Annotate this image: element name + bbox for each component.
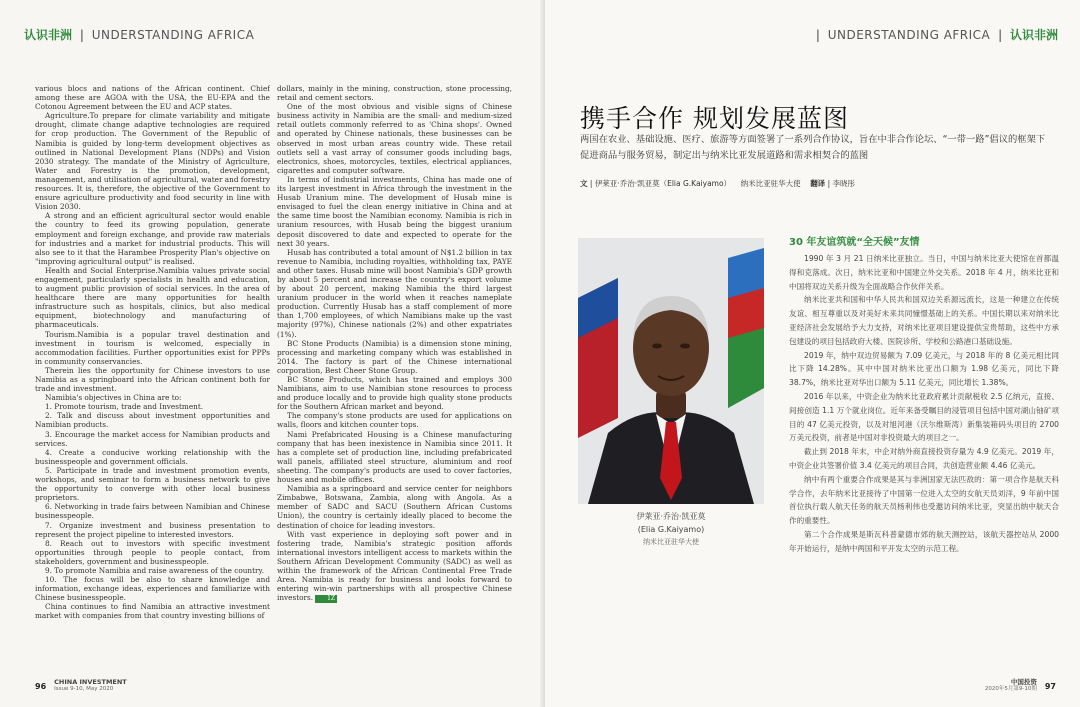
ambassador-portrait xyxy=(578,238,764,504)
col2-paragraph: dollars, mainly in the mining, construction, stone processing, retail and cement sectors. xyxy=(277,84,512,103)
magazine-name-cn: 中国投资 xyxy=(1010,678,1037,686)
byline-translator: 李晓彤 xyxy=(832,179,855,188)
col2-paragraph: With vast experience in deploying soft power and in fostering trade, Namibia's strategic position affords international investors intelligent access to markets within the Southern African Development Community (SADC) as well as within the framework of the African Continental Free Trade Area. Namibia is ready for business and looks forward to entering win-win partnerships with all prospective Chinese investors. 1Z xyxy=(277,529,512,603)
col1-paragraph: Agriculture.To prepare for climate variability and mitigate drought, climate change adaptive technologies are required for crop production. The Government of the Republic of Namibia is guided by long-term development objectives as outlined in National Development Plans (NDPs) and Vision 2030 strategy. The mandate of the Ministry of Agriculture, Water and Forestry is the promotion, development, management, and utilisation of agricultural, water and forestry resources. It is, therefore, the objective of the Government to ensure agriculture productivity and food security in line with Vision 2030. xyxy=(35,111,270,212)
col1-paragraph: Health and Social Enterprise.Namibia values private social engagement, particularly specialists in health and education, to augment public provision of social services. In the area of healthcare there are many opportunities for health infrastructure such as hospitals, clinics, but also medical equipment, biotechnology and manufacturing of pharmaceuticals. xyxy=(35,265,270,330)
col1-paragraph: Therein lies the opportunity for Chinese investors to use Namibia as a springboard into the African continent both for trade and investment. xyxy=(35,365,270,394)
col1-paragraph: 3. Encourage the market access for Namibian products and services. xyxy=(35,429,270,448)
cn-paragraph: 纳米比亚共和国和中华人民共和国双边关系源远流长，这是一种建立在传统友谊、相互尊重以及对美好未来共同憧憬基础上的关系。中国长期以来对纳米比亚经济社会发展给予大力支持，对纳米比亚项目建设提供宝贵帮助，这些中方承包建设的项目包括政府大楼、医院诊所、学校和公路港口基础设施。 xyxy=(789,295,1059,346)
cn-paragraph: 2019 年，纳中双边贸易额为 7.09 亿美元，与 2018 年的 8 亿美元相比同比下降 14.28%。其中中国对纳米比亚出口额为 1.98 亿美元，同比下降 38.7%，纳米比亚对华出口额为 5.11 亿美元，同比增长 1.38%。 xyxy=(789,350,1059,388)
col2-paragraph: Nami Prefabricated Housing is a Chinese manufacturing company that has been inexistence in Namibia since 2011. It has a complete set of production line, including prefabricated wall panels, affiliated steel structure, aluminium and roof sheeting. The company's products are used to cover factories, houses and mobile offices. xyxy=(277,429,512,485)
col1-paragraph: 10. The focus will be also to share knowledge and information, exchange ideas, experiences and familiarize with Chinese businesspeople. xyxy=(35,575,270,603)
col2-paragraph: BC Stone Products (Namibia) is a dimension stone mining, processing and marketing company which was established in 2014. The factory is part of the Chinese international corporation, Best Cheer Stone Group. xyxy=(277,338,512,375)
col2-paragraph: In terms of industrial investments, China has made one of its largest investment in Africa through the investment in the Husab Uranium mine. The development of Husab mine is envisaged to fuel the clean energy initiative in China and at the same time boost the Namibian economy. Namibia is rich in uranium resources, with Husab being the biggest uranium deposit discovered to date and expected to operate for the next 30 years. xyxy=(277,174,512,248)
section-title-cn: 认识非洲 xyxy=(24,28,73,42)
caption-name-cn: 伊莱亚·乔治·凯亚莫 xyxy=(636,512,706,521)
col2-paragraph: Husab has contributed a total amount of N$1.2 billion in tax revenue to Namibia, including royalties, withholding tax, PAYE and other taxes. Husab mine will boost Namibia's GDP growth by about 5 percent and increase the country's export volume by about 20 percent, making Namibia the third largest uranium producer in the world when it reaches nameplate production. Currently Husab has a staff complement of more than 1,700 employees, of which Namibians make up the vast majority (97%), Chinese nationals (2%) and other expatriates (1%). xyxy=(277,247,512,339)
article-lede: 两国在农业、基础设施、医疗、旅游等方面签署了一系列合作协议，旨在中非合作论坛、“一带一路”倡议的框架下促进商品与服务贸易，制定出与纳米比亚发展道路和需求相契合的蓝图 xyxy=(580,134,1046,161)
col1-paragraph: China continues to find Namibia an attractive investment market with companies from that country investing billions of xyxy=(35,602,270,621)
article-byline: 文 | 伊莱亚·乔治·凯亚莫（Elia G.Kaiyamo） 纳米比亚驻华大使 翻译 | 李晓彤 xyxy=(580,179,855,188)
issue-info-cn: 2020年5月第9-10期 xyxy=(984,686,1037,692)
col1-paragraph: Namibia's objectives in China are to: xyxy=(45,393,182,403)
article-title: 携手合作 规划发展蓝图 xyxy=(580,103,849,133)
col1-paragraph: 1. Promote tourism, trade and Investment. xyxy=(45,402,204,412)
section-heading: 30 年友谊筑就“全天候”友情 xyxy=(789,237,920,248)
cn-paragraph: 2016 年以来，中资企业为纳米比亚政府累计贡献税收 2.5 亿纳元，直接、间接创造 1.1 万个就业岗位。近年来备受瞩目的浸管项目包括中国对湖山铀矿项目的 47 亿美元投资，以及对旭河港（沃尔维斯湾）新集装箱码头项目的 2700 万美元投资，前者是中国对非投资最大的项目之一。 xyxy=(789,391,1059,443)
col2-paragraph: BC Stone Products, which has trained and employs 300 Namibians, aim to use Namibian stone resources to process and produce locally and to provide high quality stone products for the Southern African market and beyond. xyxy=(277,375,512,412)
byline-label-translator: 翻译 xyxy=(810,179,826,188)
issue-info-en: Issue 9-10, May 2020 xyxy=(54,686,114,692)
col2-paragraph: One of the most obvious and visible signs of Chinese business activity in Namibia are the small- and medium-sized retail outlets commonly referred to as 'China shops'. Owned and operated by Chinese nationals, these businesses can be observed in most urban areas country wide. These retail outlets sell a vast array of consumer goods including bags, electronics, shoes, motorcycles, textiles, electrical appliances, cigarettes and computer software. xyxy=(277,102,512,175)
caption-role: 纳米比亚驻华大使 xyxy=(643,538,699,546)
col2-paragraph: The company's stone products are used for applications on walls, floors and kitchen counter tops. xyxy=(277,411,512,430)
page-number-right: 97 xyxy=(1044,681,1056,691)
section-title-en: UNDERSTANDING AFRICA xyxy=(827,28,991,42)
article-column-1 xyxy=(35,84,270,649)
section-title-en: UNDERSTANDING AFRICA xyxy=(91,28,255,42)
article-body-cn xyxy=(789,236,1059,661)
byline-author-title: 纳米比亚驻华大使 xyxy=(740,179,801,188)
cn-paragraph: 纳中有两个重要合作成果是其与非洲国家无法匹敌的：第一项合作是航天科学合作，去年纳米比亚接待了中国第一位进入太空的女航天员刘洋，9 年前中国首位执行载人航天任务的航天员杨利伟也受邀访问纳米比亚，突显出纳中航天合作的重要性。 xyxy=(789,474,1059,526)
right-page xyxy=(545,0,1080,707)
col1-paragraph: 8. Reach out to investors with specific investment opportunities through people to people contact, from stakeholders, government and businesspeople. xyxy=(35,538,270,566)
footer-left xyxy=(35,679,127,693)
col1-paragraph: 2. Talk and discuss about investment opportunities and Namibian products. xyxy=(35,411,270,430)
section-divider: | xyxy=(998,28,1003,42)
article-end-mark: 1Z xyxy=(315,595,337,603)
article-paragraphs-cn xyxy=(789,252,1059,556)
section-header-right xyxy=(812,26,1058,43)
section-header-left xyxy=(24,26,254,43)
col1-paragraph: Tourism.Namibia is a popular travel destination and investment in tourism is welcomed, especially in accommodation facilities. Further opportunities exist for PPPs in community conservancies. xyxy=(35,329,270,366)
cn-paragraph: 1990 年 3 月 21 日纳米比亚独立。当日，中国与纳米比亚大使馆在首都温得和克落成。次日，纳米比亚和中国建立外交关系。2018 年 4 月，纳米比亚和中国将双边关系升级为全面战略合作伙伴关系。 xyxy=(789,254,1059,291)
col1-paragraph: A strong and an efficient agricultural sector would enable the country to feed its growing population, generate employment and foreign exchange, and provide raw materials for industries and a market for industrial products. This will also see to it that the Harambee Prosperity Plan's objective on "improving agricultural output" is realised. xyxy=(35,211,270,266)
page-number-left: 96 xyxy=(35,681,47,691)
cn-paragraph: 第二个合作成果是斯瓦科普蒙德市郊的航天测控站，该航天器控站从 2000 年开始运行，是纳中两国和平开发太空的示范工程。 xyxy=(789,529,1059,553)
col1-paragraph: various blocs and nations of the African continent. Chief among these are AGOA with the USA, the EU-EPA and the Cotonou Agreement between the EU and ACP states. xyxy=(35,84,270,112)
col1-paragraph: 9. To promote Namibia and raise awareness of the country. xyxy=(45,565,265,575)
col1-paragraph: 6. Networking in trade fairs between Namibian and Chinese businesspeople. xyxy=(35,502,270,521)
byline-label-author: 文 xyxy=(580,179,588,188)
cn-paragraph: 截止到 2018 年末，中企对纳外商直接投资存量为 4.9 亿美元。2019 年，中资企业共签署价值 3.4 亿美元的项目合同，共创造营业额 4.46 亿美元。 xyxy=(789,447,1059,470)
article-column-2 xyxy=(277,84,512,649)
magazine-name-en: CHINA INVESTMENT xyxy=(54,678,127,686)
col1-paragraph: 7. Organize investment and business presentation to represent the project pipeline to interested investors. xyxy=(35,520,270,539)
byline-author: 伊莱亚·乔治·凯亚莫（Elia G.Kaiyamo） xyxy=(594,179,732,188)
section-title-cn: 认识非洲 xyxy=(1009,28,1058,42)
col1-paragraph: 5. Participate in trade and investment promotion events, workshops, and seminar to form a business network to give the opportunity to converge with other local business proprietors. xyxy=(35,465,270,503)
col2-paragraph: Namibia as a springboard and service center for neighbors Zimbabwe, Botswana, Zambia, along with Angola. As a member of SADC and SACU (Southern African Customs Union), the country is certainly ideally placed to become the destination of choice for leading investors. xyxy=(277,484,512,530)
section-divider: | xyxy=(79,28,84,42)
footer-right xyxy=(985,679,1056,693)
section-divider: | xyxy=(815,28,820,42)
caption-name-en: (Elia G.Kaiyamo) xyxy=(637,525,705,534)
photo-caption xyxy=(578,510,764,549)
col1-paragraph: 4. Create a conducive working relationship with the businesspeople and government officials. xyxy=(35,447,270,466)
